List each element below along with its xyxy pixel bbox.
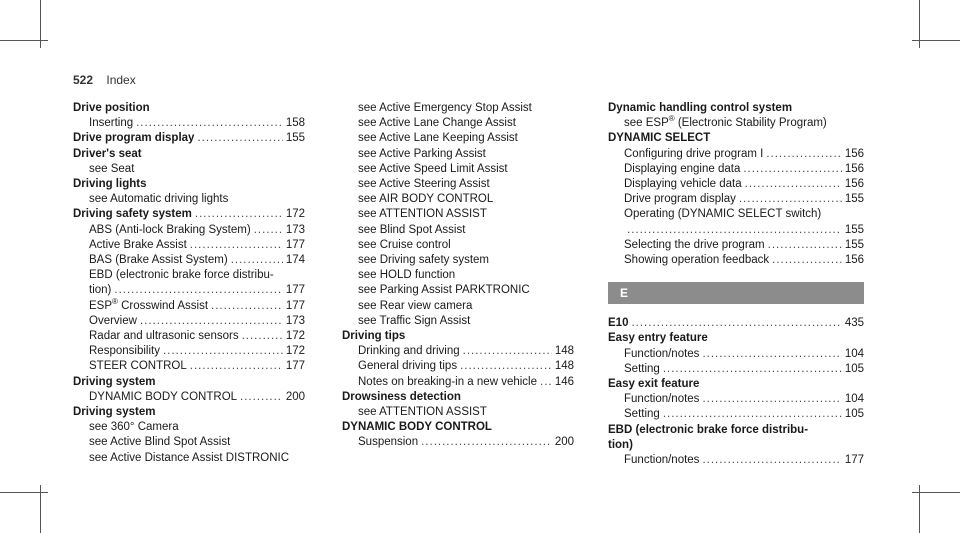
entry-text: Showing operation feedback: [624, 254, 770, 267]
page-reference[interactable]: 104: [844, 347, 864, 360]
index-entry[interactable]: [342, 223, 574, 238]
index-entry[interactable]: [608, 207, 864, 222]
index-entry[interactable]: [608, 177, 864, 192]
page-reference[interactable]: 156: [844, 162, 864, 175]
index-heading[interactable]: [73, 101, 305, 116]
page-header: [73, 73, 136, 87]
entry-text: see Active Blind Spot Assist: [89, 436, 231, 449]
entry-text: see Active Parking Assist: [358, 147, 486, 160]
page-reference[interactable]: 155: [285, 132, 305, 145]
index-entry[interactable]: [342, 344, 574, 359]
index-entry[interactable]: [342, 192, 574, 207]
index-heading[interactable]: [73, 375, 305, 390]
entry-text: Driving tips: [342, 330, 406, 343]
page-reference[interactable]: 177: [285, 284, 305, 297]
index-entry[interactable]: [608, 162, 864, 177]
crop-mark: [912, 492, 960, 493]
index-entry[interactable]: [73, 162, 305, 177]
index-entry[interactable]: [73, 116, 305, 131]
page-reference[interactable]: 172: [285, 208, 305, 221]
index-entry[interactable]: [73, 314, 305, 329]
entry-text: DYNAMIC BODY CONTROL: [342, 421, 492, 434]
page-reference[interactable]: 177: [844, 454, 864, 467]
entry-text: Inserting: [89, 117, 134, 130]
entry-text: E10: [608, 317, 629, 330]
entry-text: Responsibility: [89, 345, 160, 358]
entry-text: EBD (electronic brake force distribu-: [608, 423, 809, 436]
page-reference[interactable]: 156: [844, 178, 864, 191]
entry-text: see Driving safety system: [358, 254, 490, 267]
index-heading[interactable]: [73, 207, 305, 222]
index-entry[interactable]: [342, 116, 574, 131]
entry-text: Easy entry feature: [608, 332, 708, 345]
entry-text: see Active Speed Limit Assist: [358, 162, 508, 175]
index-entry[interactable]: [73, 420, 305, 435]
entry-text: Function/notes: [624, 347, 700, 360]
index-heading[interactable]: [342, 329, 574, 344]
entry-text: BAS (Brake Assist System): [89, 254, 228, 267]
index-heading[interactable]: [608, 377, 864, 392]
dot-leader: [460, 359, 552, 374]
index-heading[interactable]: [73, 177, 305, 192]
dot-leader: [231, 253, 283, 268]
index-entry[interactable]: [342, 238, 574, 253]
index-entry[interactable]: [342, 435, 574, 450]
index-heading[interactable]: [608, 316, 864, 331]
entry-text: see Active Lane Keeping Assist: [358, 132, 518, 145]
index-heading[interactable]: [608, 101, 864, 116]
index-entry[interactable]: [342, 314, 574, 329]
index-entry[interactable]: [73, 329, 305, 344]
dot-leader: [240, 390, 283, 405]
entry-text: Dynamic handling control system: [608, 102, 793, 114]
page-reference[interactable]: 156: [844, 254, 864, 267]
entry-text: tion): [608, 438, 633, 451]
index-column-3: [608, 101, 864, 468]
dot-leader: [197, 131, 282, 146]
page-reference[interactable]: 177: [285, 360, 305, 373]
index-heading[interactable]: [342, 420, 574, 435]
registered-mark: ®: [668, 114, 675, 124]
page-reference[interactable]: 105: [844, 408, 864, 421]
entry-text: Setting: [624, 408, 660, 421]
entry-text: General driving tips: [358, 360, 458, 373]
index-entry[interactable]: [342, 359, 574, 374]
dot-leader: [195, 207, 283, 222]
dot-leader: [663, 407, 842, 422]
index-entry[interactable]: [608, 453, 864, 468]
index-entry[interactable]: [342, 268, 574, 283]
dot-leader: [739, 192, 842, 207]
dot-leader: [772, 253, 842, 268]
index-heading[interactable]: [608, 331, 864, 346]
dot-leader: [190, 359, 283, 374]
index-entry[interactable]: [342, 131, 574, 146]
entry-text: see ESP: [624, 117, 669, 130]
entry-text: see Automatic driving lights: [89, 193, 229, 206]
entry-text: Overview: [89, 314, 137, 327]
index-entry[interactable]: [73, 253, 305, 268]
entry-text: Drowsiness detection: [342, 390, 461, 403]
dot-leader: [242, 329, 283, 344]
page-number: 522: [73, 73, 94, 87]
dot-leader: [211, 299, 283, 314]
entry-text: ABS (Anti-lock Braking System): [89, 223, 251, 236]
dot-leader: [631, 316, 841, 331]
entry-text: Function/notes: [624, 454, 700, 467]
entry-text: see Active Emergency Stop Assist: [358, 102, 532, 114]
entry-text: STEER CONTROL: [89, 360, 187, 373]
index-entry[interactable]: [73, 359, 305, 374]
page-reference[interactable]: 177: [285, 299, 305, 312]
index-entry[interactable]: [73, 238, 305, 253]
crop-mark: [0, 40, 48, 41]
page-title: Index: [106, 73, 136, 87]
index-heading[interactable]: [608, 423, 864, 438]
entry-text: Driving lights: [73, 178, 147, 191]
page-reference[interactable]: 177: [285, 238, 305, 251]
entry-text: Drive program display: [624, 193, 736, 206]
dot-leader: [463, 344, 552, 359]
index-entry[interactable]: [73, 390, 305, 405]
dot-leader: [768, 238, 842, 253]
entry-text: DYNAMIC SELECT: [608, 132, 711, 145]
index-entry[interactable]: [73, 451, 305, 466]
entry-text: Radar and ultrasonic sensors: [89, 330, 239, 343]
dot-leader: [702, 392, 841, 407]
page-reference[interactable]: 173: [285, 314, 305, 327]
entry-text-suffix: Crosswind Assist: [117, 299, 209, 312]
dot-leader: [114, 283, 282, 298]
index-entry[interactable]: [608, 223, 864, 238]
entry-text: see Seat: [89, 162, 135, 175]
crop-mark: [912, 40, 960, 41]
entry-text: see Traffic Sign Assist: [358, 314, 471, 327]
page-reference[interactable]: 155: [844, 223, 864, 236]
dot-leader: [254, 223, 283, 238]
index-entry[interactable]: [73, 296, 305, 314]
dot-leader: [663, 362, 842, 377]
entry-text: Suspension: [358, 436, 419, 449]
page-reference[interactable]: 158: [285, 117, 305, 130]
entry-text: see Blind Spot Assist: [358, 223, 466, 236]
page-reference[interactable]: 156: [844, 147, 864, 160]
entry-text: see Active Lane Change Assist: [358, 117, 516, 130]
entry-text: Configuring drive program I: [624, 147, 764, 160]
index-column-2: [342, 101, 574, 451]
entry-text: Displaying vehicle data: [624, 178, 742, 191]
entry-text: see AIR BODY CONTROL: [358, 193, 494, 206]
page-reference[interactable]: 148: [554, 345, 574, 358]
index-heading[interactable]: [608, 131, 864, 146]
index-entry[interactable]: [608, 238, 864, 253]
dot-leader: [163, 344, 283, 359]
page-reference[interactable]: 155: [844, 238, 864, 251]
index-entry[interactable]: [342, 101, 574, 116]
entry-text: Operating (DYNAMIC SELECT switch): [624, 208, 822, 221]
entry-text: Driving system: [73, 375, 156, 388]
index-entry[interactable]: [608, 253, 864, 268]
dot-leader: [421, 435, 552, 450]
index-entry[interactable]: [608, 407, 864, 422]
page-reference[interactable]: 172: [285, 345, 305, 358]
index-entry[interactable]: [608, 192, 864, 207]
page-reference[interactable]: 173: [285, 223, 305, 236]
entry-text: Selecting the drive program: [624, 238, 765, 251]
entry-text: Setting: [624, 362, 660, 375]
entry-text: see HOLD function: [358, 269, 456, 282]
page-reference[interactable]: 174: [285, 254, 305, 267]
index-entry[interactable]: [342, 405, 574, 420]
entry-text: tion): [89, 284, 112, 297]
dot-leader: [743, 162, 841, 177]
index-heading[interactable]: [73, 147, 305, 162]
entry-text: Drive position: [73, 102, 150, 114]
entry-text: Drive program display: [73, 132, 195, 145]
page-reference[interactable]: 435: [844, 317, 864, 330]
dot-leader: [745, 177, 842, 192]
dot-leader: [702, 347, 841, 362]
entry-text: EBD (electronic brake force distribu-: [89, 269, 274, 282]
section-letter-bar: E: [608, 282, 864, 304]
entry-text: ESP: [89, 299, 113, 312]
entry-text: Easy exit feature: [608, 378, 700, 391]
page-reference[interactable]: 146: [554, 375, 574, 388]
index-entry[interactable]: [608, 392, 864, 407]
index-column-1: [73, 101, 305, 466]
dot-leader: [540, 375, 552, 390]
page-reference[interactable]: 105: [844, 362, 864, 375]
entry-text: see 360° Camera: [89, 421, 179, 434]
entry-text: Drinking and driving: [358, 345, 460, 358]
index-heading[interactable]: [73, 131, 305, 146]
index-entry[interactable]: [73, 192, 305, 207]
entry-text: see ATTENTION ASSIST: [358, 208, 487, 221]
index-entry[interactable]: [608, 347, 864, 362]
index-entry[interactable]: [342, 299, 574, 314]
dot-leader: [136, 116, 283, 131]
entry-text: Displaying engine data: [624, 162, 741, 175]
page-reference[interactable]: 104: [844, 393, 864, 406]
index-entry[interactable]: [342, 162, 574, 177]
index-heading[interactable]: [342, 390, 574, 405]
index-entry[interactable]: [342, 375, 574, 390]
index-heading[interactable]: [608, 438, 864, 453]
page-reference[interactable]: 200: [285, 390, 305, 403]
index-entry[interactable]: [73, 435, 305, 450]
entry-text: see Parking Assist PARKTRONIC: [358, 284, 530, 297]
dot-leader: [766, 147, 841, 162]
page-reference[interactable]: 200: [554, 436, 574, 449]
page-reference[interactable]: 155: [844, 193, 864, 206]
dot-leader: [627, 223, 842, 238]
index-heading[interactable]: [73, 405, 305, 420]
index-entry[interactable]: [73, 344, 305, 359]
entry-text: Driving system: [73, 406, 156, 419]
entry-text: Driving safety system: [73, 208, 192, 221]
index-entry[interactable]: [73, 283, 305, 298]
entry-text: Notes on breaking-in a new vehicle: [358, 375, 537, 388]
dot-leader: [140, 314, 283, 329]
dot-leader: [702, 453, 841, 468]
entry-text: Active Brake Assist: [89, 238, 187, 251]
page-reference[interactable]: 148: [554, 360, 574, 373]
entry-text: see Active Distance Assist DISTRONIC: [89, 451, 290, 464]
entry-text: DYNAMIC BODY CONTROL: [89, 390, 238, 403]
index-entry[interactable]: [73, 268, 305, 283]
entry-text: Driver's seat: [73, 147, 142, 160]
index-entry[interactable]: [608, 147, 864, 162]
crop-mark: [0, 492, 48, 493]
index-entry[interactable]: [342, 207, 574, 222]
page-reference[interactable]: 172: [285, 330, 305, 343]
entry-text: Function/notes: [624, 393, 700, 406]
entry-text-suffix: (Electronic Stability Program): [674, 117, 827, 130]
entry-text: see Rear view camera: [358, 299, 473, 312]
entry-text: see Active Steering Assist: [358, 178, 490, 191]
index-entry[interactable]: [342, 283, 574, 298]
registered-mark: ®: [112, 296, 118, 306]
index-entry[interactable]: [608, 362, 864, 377]
index-entry[interactable]: [342, 147, 574, 162]
index-entry[interactable]: [342, 253, 574, 268]
index-entry[interactable]: [342, 177, 574, 192]
entry-text: see ATTENTION ASSIST: [358, 406, 487, 419]
dot-leader: [190, 238, 283, 253]
index-entry[interactable]: [73, 223, 305, 238]
entry-text: see Cruise control: [358, 238, 451, 251]
index-entry[interactable]: [608, 116, 864, 131]
